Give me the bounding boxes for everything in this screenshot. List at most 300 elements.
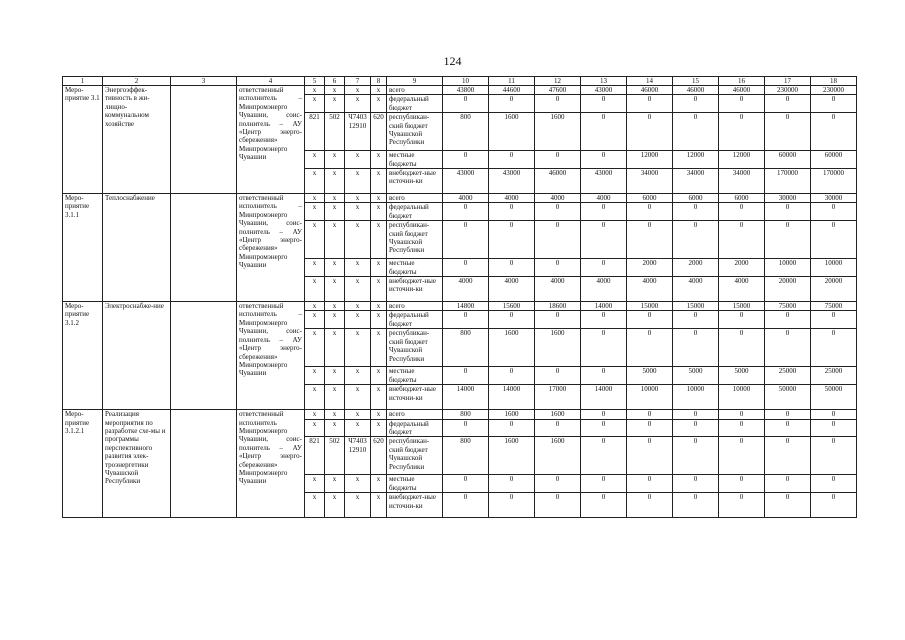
- funding-value: 1600: [489, 437, 535, 475]
- measure-number: Меро-приятие 3.1: [63, 86, 103, 194]
- funding-value: 46000: [719, 86, 765, 95]
- budget-code-cell: x: [371, 95, 387, 113]
- funding-value: 0: [489, 259, 535, 277]
- page-number: 124: [443, 54, 462, 68]
- measure-number: Меро-приятие 3.1.2.1: [63, 410, 103, 518]
- table-row: [63, 86, 857, 95]
- funding-value: 6000: [719, 194, 765, 203]
- funding-value: 800: [443, 329, 489, 367]
- funding-value: 30000: [765, 194, 811, 203]
- funding-value: 0: [811, 203, 857, 221]
- funding-value: 0: [581, 95, 627, 113]
- header-cell: 4: [237, 77, 305, 86]
- budget-code-cell: x: [345, 419, 371, 437]
- budget-table: [62, 76, 857, 518]
- funding-value: 0: [489, 151, 535, 169]
- funding-value: 44600: [489, 86, 535, 95]
- funding-value: 14000: [489, 385, 535, 410]
- funding-source: всего: [387, 194, 443, 203]
- funding-value: 14000: [443, 385, 489, 410]
- funding-value: 0: [765, 437, 811, 475]
- funding-value: 0: [627, 221, 673, 259]
- funding-value: 1600: [535, 410, 581, 419]
- funding-source: внебюджет-ные источни-ки: [387, 493, 443, 518]
- funding-value: 0: [765, 329, 811, 367]
- budget-code-cell: x: [345, 367, 371, 385]
- funding-value: 5000: [719, 367, 765, 385]
- budget-code-cell: x: [305, 475, 325, 493]
- funding-value: 0: [581, 203, 627, 221]
- funding-value: 14800: [443, 302, 489, 311]
- funding-value: 0: [811, 329, 857, 367]
- funding-value: 0: [627, 95, 673, 113]
- funding-value: 0: [673, 203, 719, 221]
- funding-value: 1600: [489, 113, 535, 151]
- budget-code-cell: x: [371, 302, 387, 311]
- executor-cell: ответственный исполнитель Минпромэнерго Чувашии, соис-полнитель – АУ «Центр энерго-сбережения» Минпромэнерго Чувашии: [237, 410, 305, 518]
- funding-value: 0: [673, 329, 719, 367]
- funding-source: местные бюджеты: [387, 475, 443, 493]
- budget-code-cell: x: [305, 151, 325, 169]
- funding-value: 50000: [765, 385, 811, 410]
- budget-code-cell: x: [371, 311, 387, 329]
- header-cell: 13: [581, 77, 627, 86]
- funding-value: 25000: [811, 367, 857, 385]
- budget-code-cell: x: [371, 475, 387, 493]
- funding-value: 15600: [489, 302, 535, 311]
- funding-value: 0: [627, 437, 673, 475]
- funding-value: 6000: [627, 194, 673, 203]
- funding-value: 0: [535, 259, 581, 277]
- funding-value: 4000: [443, 194, 489, 203]
- funding-value: 4000: [627, 277, 673, 302]
- funding-value: 2000: [719, 259, 765, 277]
- funding-value: 4000: [535, 194, 581, 203]
- funding-value: 20000: [811, 277, 857, 302]
- budget-code-cell: x: [345, 86, 371, 95]
- budget-code-cell: x: [305, 203, 325, 221]
- funding-value: 4000: [719, 277, 765, 302]
- funding-value: 43800: [443, 86, 489, 95]
- measure-description: Теплоснабжение: [103, 194, 171, 302]
- budget-code-cell: x: [345, 259, 371, 277]
- budget-code-cell: x: [325, 151, 345, 169]
- budget-code-cell: x: [305, 95, 325, 113]
- funding-value: 0: [535, 367, 581, 385]
- budget-code-cell: x: [371, 194, 387, 203]
- budget-code-cell: x: [325, 385, 345, 410]
- header-cell: 7: [345, 77, 371, 86]
- funding-value: 0: [489, 95, 535, 113]
- measure-description: Энергоэффек-тивность в жи-лищно-коммунальном хозяйстве: [103, 86, 171, 194]
- funding-value: 0: [719, 221, 765, 259]
- budget-code-cell: x: [325, 221, 345, 259]
- funding-value: 0: [627, 329, 673, 367]
- budget-code-cell: 821: [305, 437, 325, 475]
- executor-cell: ответственный исполнитель – Минпромэнерго Чувашии, соис-полнитель – АУ «Центр энерго-сбережения» Минпромэнерго Чувашии: [237, 194, 305, 302]
- budget-code-cell: 821: [305, 113, 325, 151]
- funding-value: 2000: [673, 259, 719, 277]
- measure-description: Реализация мероприятия по разработке схе-мы и программы перспективного развития элек-троэнергетики Чувашской Республики: [103, 410, 171, 518]
- budget-code-cell: x: [345, 302, 371, 311]
- budget-code-cell: x: [345, 475, 371, 493]
- funding-value: 0: [627, 113, 673, 151]
- budget-code-cell: x: [305, 410, 325, 419]
- funding-value: 0: [673, 475, 719, 493]
- funding-value: 18600: [535, 302, 581, 311]
- funding-source: республикан-ский бюджет Чувашской Республики: [387, 437, 443, 475]
- funding-value: 0: [765, 475, 811, 493]
- table-row: [63, 302, 857, 311]
- funding-value: 1600: [535, 437, 581, 475]
- budget-code-cell: x: [345, 277, 371, 302]
- budget-code-cell: x: [325, 169, 345, 194]
- funding-value: 0: [443, 419, 489, 437]
- funding-value: 0: [489, 203, 535, 221]
- header-cell: 16: [719, 77, 765, 86]
- funding-value: 800: [443, 410, 489, 419]
- budget-code-cell: x: [305, 86, 325, 95]
- funding-value: 46000: [535, 169, 581, 194]
- funding-value: 4000: [581, 277, 627, 302]
- table-row: [63, 410, 857, 419]
- budget-code-cell: x: [325, 203, 345, 221]
- funding-value: 0: [765, 221, 811, 259]
- funding-value: 0: [627, 410, 673, 419]
- funding-source: внебюджет-ные источни-ки: [387, 169, 443, 194]
- funding-value: 43000: [489, 169, 535, 194]
- funding-value: 0: [443, 259, 489, 277]
- budget-code-cell: x: [325, 302, 345, 311]
- funding-value: 15000: [719, 302, 765, 311]
- funding-value: 43000: [581, 169, 627, 194]
- header-cell: 17: [765, 77, 811, 86]
- funding-value: 0: [581, 437, 627, 475]
- budget-code-cell: x: [305, 302, 325, 311]
- funding-value: 20000: [765, 277, 811, 302]
- funding-value: 4000: [489, 194, 535, 203]
- funding-value: 15000: [627, 302, 673, 311]
- funding-value: 0: [627, 311, 673, 329]
- budget-code-cell: x: [305, 329, 325, 367]
- funding-value: 0: [765, 410, 811, 419]
- funding-value: 0: [673, 95, 719, 113]
- header-cell: 14: [627, 77, 673, 86]
- funding-value: 0: [535, 203, 581, 221]
- funding-value: 0: [719, 203, 765, 221]
- funding-value: 34000: [627, 169, 673, 194]
- funding-value: 0: [489, 493, 535, 518]
- budget-code-cell: x: [305, 169, 325, 194]
- funding-value: 0: [765, 203, 811, 221]
- budget-code-cell: x: [325, 194, 345, 203]
- funding-value: 0: [719, 410, 765, 419]
- budget-code-cell: x: [305, 493, 325, 518]
- funding-source: федеральный бюджет: [387, 311, 443, 329]
- funding-value: 12000: [719, 151, 765, 169]
- budget-code-cell: x: [345, 95, 371, 113]
- funding-value: 0: [719, 475, 765, 493]
- funding-value: 0: [581, 259, 627, 277]
- funding-value: 14000: [581, 302, 627, 311]
- funding-value: 0: [581, 311, 627, 329]
- funding-value: 1600: [535, 113, 581, 151]
- funding-value: 0: [535, 151, 581, 169]
- funding-value: 17000: [535, 385, 581, 410]
- funding-value: 0: [581, 329, 627, 367]
- budget-code-cell: 620: [371, 113, 387, 151]
- funding-value: 46000: [627, 86, 673, 95]
- funding-value: 230000: [765, 86, 811, 95]
- funding-value: 43000: [581, 86, 627, 95]
- funding-value: 0: [489, 367, 535, 385]
- funding-value: 230000: [811, 86, 857, 95]
- funding-value: 0: [627, 203, 673, 221]
- funding-value: 0: [673, 113, 719, 151]
- budget-code-cell: x: [371, 86, 387, 95]
- header-cell: 12: [535, 77, 581, 86]
- budget-code-cell: x: [325, 410, 345, 419]
- funding-value: 14000: [581, 385, 627, 410]
- funding-value: 0: [719, 437, 765, 475]
- funding-value: 75000: [811, 302, 857, 311]
- funding-value: 0: [811, 311, 857, 329]
- funding-value: 0: [765, 113, 811, 151]
- funding-value: 0: [443, 95, 489, 113]
- funding-source: местные бюджеты: [387, 367, 443, 385]
- funding-value: 10000: [627, 385, 673, 410]
- funding-value: 46000: [673, 86, 719, 95]
- budget-code-cell: x: [345, 493, 371, 518]
- funding-value: 800: [443, 113, 489, 151]
- header-cell: 1: [63, 77, 103, 86]
- funding-value: 34000: [719, 169, 765, 194]
- funding-value: 25000: [765, 367, 811, 385]
- budget-code-cell: x: [325, 95, 345, 113]
- budget-code-cell: x: [345, 329, 371, 367]
- header-cell: 2: [103, 77, 171, 86]
- funding-value: 0: [535, 475, 581, 493]
- budget-code-cell: x: [371, 419, 387, 437]
- funding-value: 0: [627, 419, 673, 437]
- budget-code-cell: x: [305, 419, 325, 437]
- funding-value: 12000: [627, 151, 673, 169]
- funding-source: внебюджет-ные источни-ки: [387, 277, 443, 302]
- funding-value: 12000: [673, 151, 719, 169]
- budget-code-cell: x: [325, 329, 345, 367]
- header-cell: 15: [673, 77, 719, 86]
- funding-value: 5000: [627, 367, 673, 385]
- budget-code-cell: x: [305, 277, 325, 302]
- budget-code-cell: x: [371, 329, 387, 367]
- budget-code-cell: x: [345, 194, 371, 203]
- funding-value: 0: [627, 475, 673, 493]
- funding-value: 0: [535, 95, 581, 113]
- header-cell: 3: [171, 77, 237, 86]
- funding-value: 0: [673, 311, 719, 329]
- budget-code-cell: x: [371, 367, 387, 385]
- funding-value: 0: [535, 311, 581, 329]
- funding-value: 5000: [673, 367, 719, 385]
- funding-value: 50000: [811, 385, 857, 410]
- funding-value: 0: [535, 419, 581, 437]
- funding-value: 0: [443, 475, 489, 493]
- funding-value: 0: [443, 203, 489, 221]
- funding-source: всего: [387, 302, 443, 311]
- budget-code-cell: x: [345, 203, 371, 221]
- funding-value: 75000: [765, 302, 811, 311]
- funding-value: 0: [581, 151, 627, 169]
- funding-value: 4000: [489, 277, 535, 302]
- funding-value: 4000: [581, 194, 627, 203]
- budget-code-cell: 502: [325, 113, 345, 151]
- funding-source: республикан-ский бюджет Чувашской Республики: [387, 113, 443, 151]
- header-cell: 9: [387, 77, 443, 86]
- funding-value: 4000: [535, 277, 581, 302]
- budget-code-cell: Ч7403 12910: [345, 437, 371, 475]
- header-cell: 18: [811, 77, 857, 86]
- funding-value: 0: [811, 410, 857, 419]
- funding-value: 0: [811, 113, 857, 151]
- funding-value: 0: [673, 221, 719, 259]
- goal-indicator-cell: [171, 194, 237, 302]
- funding-value: 43000: [443, 169, 489, 194]
- funding-value: 0: [719, 95, 765, 113]
- funding-value: 0: [765, 419, 811, 437]
- table-row: [63, 194, 857, 203]
- funding-value: 0: [811, 419, 857, 437]
- budget-code-cell: 620: [371, 437, 387, 475]
- goal-indicator-cell: [171, 410, 237, 518]
- measure-number: Меро-приятие 3.1.1: [63, 194, 103, 302]
- funding-source: местные бюджеты: [387, 259, 443, 277]
- header-cell: 11: [489, 77, 535, 86]
- funding-value: 0: [673, 419, 719, 437]
- funding-value: 60000: [765, 151, 811, 169]
- header-cell: 5: [305, 77, 325, 86]
- budget-code-cell: x: [371, 221, 387, 259]
- header-cell: 10: [443, 77, 489, 86]
- funding-source: федеральный бюджет: [387, 95, 443, 113]
- funding-value: 0: [535, 493, 581, 518]
- funding-source: внебюджет-ные источни-ки: [387, 385, 443, 410]
- budget-code-cell: x: [345, 221, 371, 259]
- funding-value: 10000: [765, 259, 811, 277]
- funding-source: местные бюджеты: [387, 151, 443, 169]
- budget-code-cell: x: [305, 367, 325, 385]
- funding-value: 0: [719, 311, 765, 329]
- budget-code-cell: x: [371, 385, 387, 410]
- budget-code-cell: x: [371, 410, 387, 419]
- funding-value: 0: [811, 221, 857, 259]
- funding-value: 0: [443, 493, 489, 518]
- funding-value: 10000: [811, 259, 857, 277]
- budget-code-cell: x: [325, 311, 345, 329]
- funding-value: 0: [627, 493, 673, 518]
- budget-code-cell: x: [325, 86, 345, 95]
- funding-value: 0: [719, 493, 765, 518]
- funding-value: 0: [581, 221, 627, 259]
- funding-value: 10000: [719, 385, 765, 410]
- funding-value: 0: [489, 475, 535, 493]
- funding-source: республикан-ский бюджет Чувашской Республики: [387, 329, 443, 367]
- funding-value: 0: [581, 475, 627, 493]
- funding-value: 0: [581, 367, 627, 385]
- budget-code-cell: x: [371, 277, 387, 302]
- header-cell: 6: [325, 77, 345, 86]
- budget-code-cell: x: [325, 259, 345, 277]
- funding-value: 15000: [673, 302, 719, 311]
- funding-value: 1600: [535, 329, 581, 367]
- budget-code-cell: x: [371, 151, 387, 169]
- executor-cell: ответственный исполнитель – Минпромэнерго Чувашии, соис-полнитель – АУ «Центр энерго-сбережения» Минпромэнерго Чувашии: [237, 302, 305, 410]
- funding-value: 0: [489, 311, 535, 329]
- funding-value: 0: [581, 113, 627, 151]
- funding-value: 0: [489, 221, 535, 259]
- budget-code-cell: x: [345, 151, 371, 169]
- funding-value: 0: [719, 329, 765, 367]
- funding-value: 1600: [489, 410, 535, 419]
- budget-code-cell: 502: [325, 437, 345, 475]
- funding-source: всего: [387, 86, 443, 95]
- funding-value: 10000: [673, 385, 719, 410]
- funding-value: 34000: [673, 169, 719, 194]
- funding-value: 30000: [811, 194, 857, 203]
- goal-indicator-cell: [171, 302, 237, 410]
- header-cell: 8: [371, 77, 387, 86]
- funding-value: 0: [443, 221, 489, 259]
- funding-value: 0: [443, 367, 489, 385]
- budget-code-cell: x: [345, 410, 371, 419]
- budget-code-cell: x: [325, 367, 345, 385]
- funding-value: 0: [581, 419, 627, 437]
- funding-value: 4000: [673, 277, 719, 302]
- budget-code-cell: x: [325, 419, 345, 437]
- budget-code-cell: x: [371, 203, 387, 221]
- funding-value: 0: [535, 221, 581, 259]
- funding-value: 170000: [765, 169, 811, 194]
- funding-value: 0: [673, 437, 719, 475]
- budget-code-cell: x: [305, 194, 325, 203]
- budget-code-cell: x: [345, 169, 371, 194]
- budget-code-cell: x: [325, 475, 345, 493]
- funding-value: 4000: [443, 277, 489, 302]
- executor-cell: ответственный исполнитель – Минпромэнерго Чувашии, соис-полнитель – АУ «Центр энерго-сбережения» Минпромэнерго Чувашии: [237, 86, 305, 194]
- budget-code-cell: x: [325, 493, 345, 518]
- funding-value: 800: [443, 437, 489, 475]
- funding-source: республикан-ский бюджет Чувашской Республики: [387, 221, 443, 259]
- budget-code-cell: x: [345, 311, 371, 329]
- funding-value: 0: [719, 419, 765, 437]
- measure-number: Меро-приятие 3.1.2: [63, 302, 103, 410]
- funding-value: 0: [443, 151, 489, 169]
- budget-code-cell: x: [345, 385, 371, 410]
- funding-value: 0: [673, 410, 719, 419]
- funding-value: 0: [765, 95, 811, 113]
- measure-description: Электроснабже-ние: [103, 302, 171, 410]
- funding-value: 0: [811, 475, 857, 493]
- funding-value: 0: [581, 410, 627, 419]
- funding-value: 0: [443, 311, 489, 329]
- funding-value: 0: [489, 419, 535, 437]
- funding-value: 0: [581, 493, 627, 518]
- budget-code-cell: x: [371, 259, 387, 277]
- funding-value: 0: [673, 493, 719, 518]
- budget-code-cell: Ч7403 12910: [345, 113, 371, 151]
- funding-value: 60000: [811, 151, 857, 169]
- funding-value: 0: [765, 493, 811, 518]
- budget-code-cell: x: [305, 385, 325, 410]
